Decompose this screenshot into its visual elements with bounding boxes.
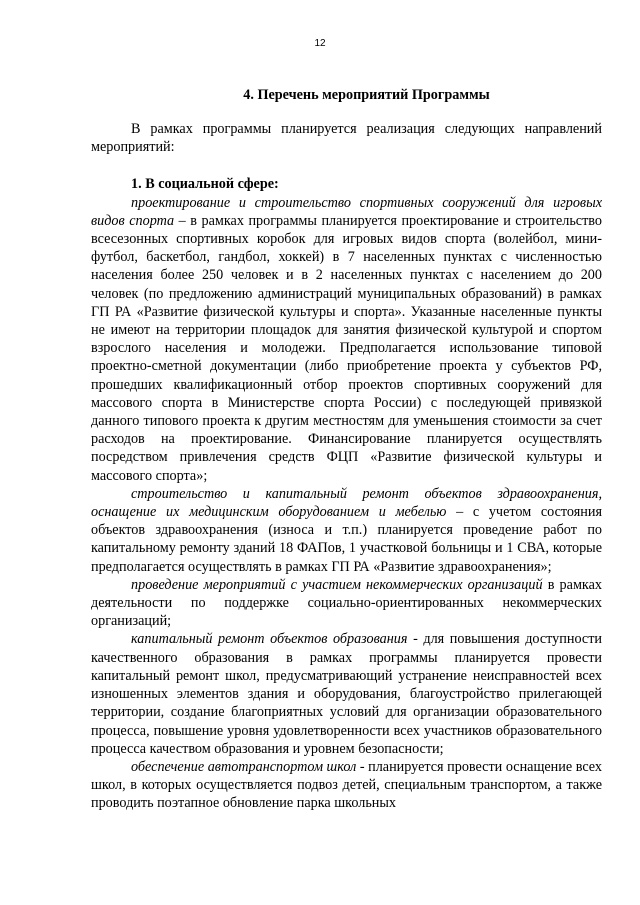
text-education: - для повышения доступности качественного образования в рамках программы планируется провести капитальный ремонт школ, предусматривающий устранение неисправностей всех изношенных элементов здания и оборудования, благоустройство прилегающей территории, создание благоприятных условий для организации образовательного процесса, повышение уровня удовлетворенности всех участников образовательного процесса качеством образования и уровнем безопасности; (91, 631, 603, 757)
term-healthcare: строительство и капитальный ремонт объектов здравоохранения, оснащение их медицинским оборудованием и мебелью (91, 485, 602, 521)
term-sports-facilities: проектирование и строительство спортивных сооружений для игровых видов спорта (91, 194, 602, 229)
term-school-transport: обеспечение автотранспортом школ (131, 758, 357, 775)
document-body (91, 120, 602, 813)
term-nonprofits: проведение мероприятий с участием некоммерческих организаций (131, 576, 543, 593)
text-sports-facilities: – в рамках программы планируется проектирование и строительство всесезонных спортивных коробок для игровых видов спорта (волейбол, мини-футбол, баскетбол, гандбол, хоккей) в 7 населенных пунктах с численностью населения более 250 человек и в 2 населенных пунктах с населением до 200 человек (по предложению администраций муниципальных образований) в рамках ГП РА «Развитие физической культуры и спорта». Указанные населенные пункты не имеют на территории площадок для занятия физической культурой и спортом взрослого населения и молодежи. Предполагается использование типовой проектно-сметной документации (либо приобретение проекта у субъектов РФ, прошедших квалификационный отбор проектов спортивных сооружений для массового спорта в Министерстве спорта России) с последующей привязкой данного типового проекта к другим местностям для уменьшения стоимости за счет расходов на проектирование. Финансирование планируется осуществлять посредством привлечения средств ФЦП «Развитие физической культуры и массового спорта»; (91, 212, 602, 484)
page-number: 12 (314, 38, 326, 49)
section-heading: 4. Перечень мероприятий Программы (243, 87, 490, 103)
paragraph-healthcare (91, 485, 602, 576)
text-healthcare: – с учетом состояния объектов здравоохранения (износа и т.п.) планируется проведение работ по капитальному ремонту зданий 18 ФАПов, 1 участковой больницы и 1 СВА, которые предполагается осуществлять в рамках ГП РА «Развитие здравоохранения»; (91, 504, 602, 575)
text-nonprofits: в рамках деятельности по поддержке социально-ориентированных некоммерческих организаций; (91, 576, 602, 630)
paragraph-education (91, 630, 602, 757)
paragraph-sports-facilities (91, 194, 602, 485)
intro-paragraph: В рамках программы планируется реализация следующих направлений мероприятий: (91, 121, 602, 156)
paragraph-nonprofits (91, 576, 602, 631)
subsection-heading: 1. В социальной сфере: (131, 176, 279, 193)
text-school-transport: - планируется провести оснащение всех школ, в которых осуществляется подвоз детей, специальным транспортом, а также проводить поэтапное обновление парка школьных (91, 758, 603, 812)
term-education: капитальный ремонт объектов образования (131, 631, 408, 648)
paragraph-school-transport (91, 758, 602, 813)
